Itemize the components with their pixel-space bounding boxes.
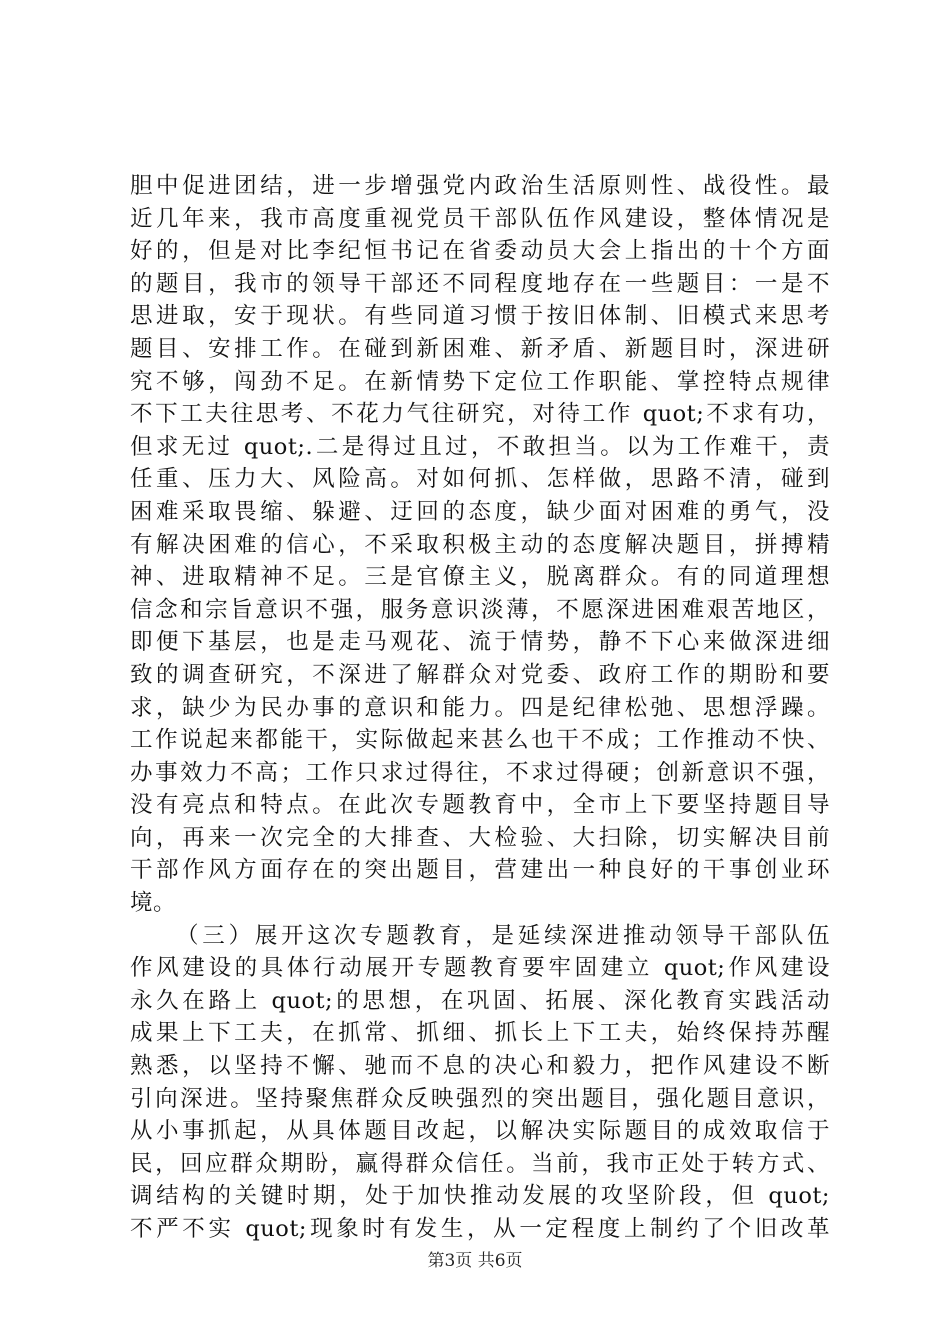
text-line: 题目、安排工作。在碰到新困难、新矛盾、新题目时，深进研 [130,335,830,362]
text-line: 作风建设的具体行动展开专题教育要牢固建立 quot;作风建设 [130,955,830,982]
text-line: 办事效力不高；工作只求过得往，不求过得硬；创新意识不强， [130,759,830,786]
text-line: 近几年来，我市高度重视党员干部队伍作风建设，整体情况是 [130,205,830,232]
text-line: 引向深进。坚持聚焦群众反映强烈的突出题目，强化题目意识， [130,1085,830,1112]
text-line: 信念和宗旨意识不强，服务意识淡薄，不愿深进困难艰苦地区， [130,596,830,623]
text-line: 究不够，闯劲不足。在新情势下定位工作职能、掌控特点规律 [130,368,830,395]
text-line: 永久在路上 quot;的思想，在巩固、拓展、深化教育实践活动 [130,987,830,1014]
text-line: 没有亮点和特点。在此次专题教育中，全市上下要坚持题目导 [130,792,830,819]
text-line: 成果上下工夫，在抓常、抓细、抓长上下工夫，始终保持苏醒 [130,1020,830,1047]
text-line: （三）展开这次专题教育，是延续深进推动领导干部队伍 [176,922,830,949]
text-line: 但求无过 quot;.二是得过且过，不敢担当。以为工作难干，责 [130,433,830,460]
text-line: 向，再来一次完全的大排查、大检验、大扫除，切实解决目前 [130,824,830,851]
text-line: 工作说起来都能干，实际做起来甚么也干不成；工作推动不快、 [130,727,830,754]
text-line: 求，缺少为民办事的意识和能力。四是纪律松弛、思想浮躁。 [130,694,830,721]
body-text [130,170,830,1246]
text-line: 思进取，安于现状。有些同道习惯于按旧体制、旧模式来思考 [130,303,830,330]
text-line: 干部作风方面存在的突出题目，营建出一种良好的干事创业环 [130,857,830,884]
text-line: 境。 [130,890,177,917]
text-line: 困难采取畏缩、躲避、迂回的态度，缺少面对困难的勇气，没 [130,498,830,525]
text-line: 的题目，我市的领导干部还不同程度地存在一些题目：一是不 [130,270,830,297]
text-line: 致的调查研究，不深进了解群众对党委、政府工作的期盼和要 [130,661,830,688]
text-line: 民，回应群众期盼，赢得群众信任。当前，我市正处于转方式、 [130,1150,830,1177]
text-line: 从小事抓起，从具体题目改起，以解决实际题目的成效取信于 [130,1118,830,1145]
text-line: 调结构的关键时期，处于加快推动发展的攻坚阶段，但 quot; [130,1183,830,1210]
text-line: 有解决困难的信心，不采取积极主动的态度解决题目，拼搏精 [130,531,830,558]
text-line: 神、进取精神不足。三是官僚主义，脱离群众。有的同道理想 [130,564,830,591]
text-line: 好的，但是对比李纪恒书记在省委动员大会上指出的十个方面 [130,238,830,265]
text-line: 即便下基层，也是走马观花、流于情势，静不下心来做深进细 [130,629,830,656]
text-line: 不下工夫往思考、不花力气往研究，对待工作 quot;不求有功， [130,401,830,428]
page-footer: 第3页 共6页 [427,1251,523,1271]
text-line: 任重、压力大、风险高。对如何抓、怎样做，思路不清，碰到 [130,466,830,493]
text-line: 胆中促进团结，进一步增强党内政治生活原则性、战役性。最 [130,173,830,199]
text-line: 熟悉，以坚持不懈、驰而不息的决心和毅力，把作风建设不断 [130,1053,830,1080]
text-line: 不严不实 quot;现象时有发生，从一定程度上制约了个旧改革 [130,1216,830,1242]
